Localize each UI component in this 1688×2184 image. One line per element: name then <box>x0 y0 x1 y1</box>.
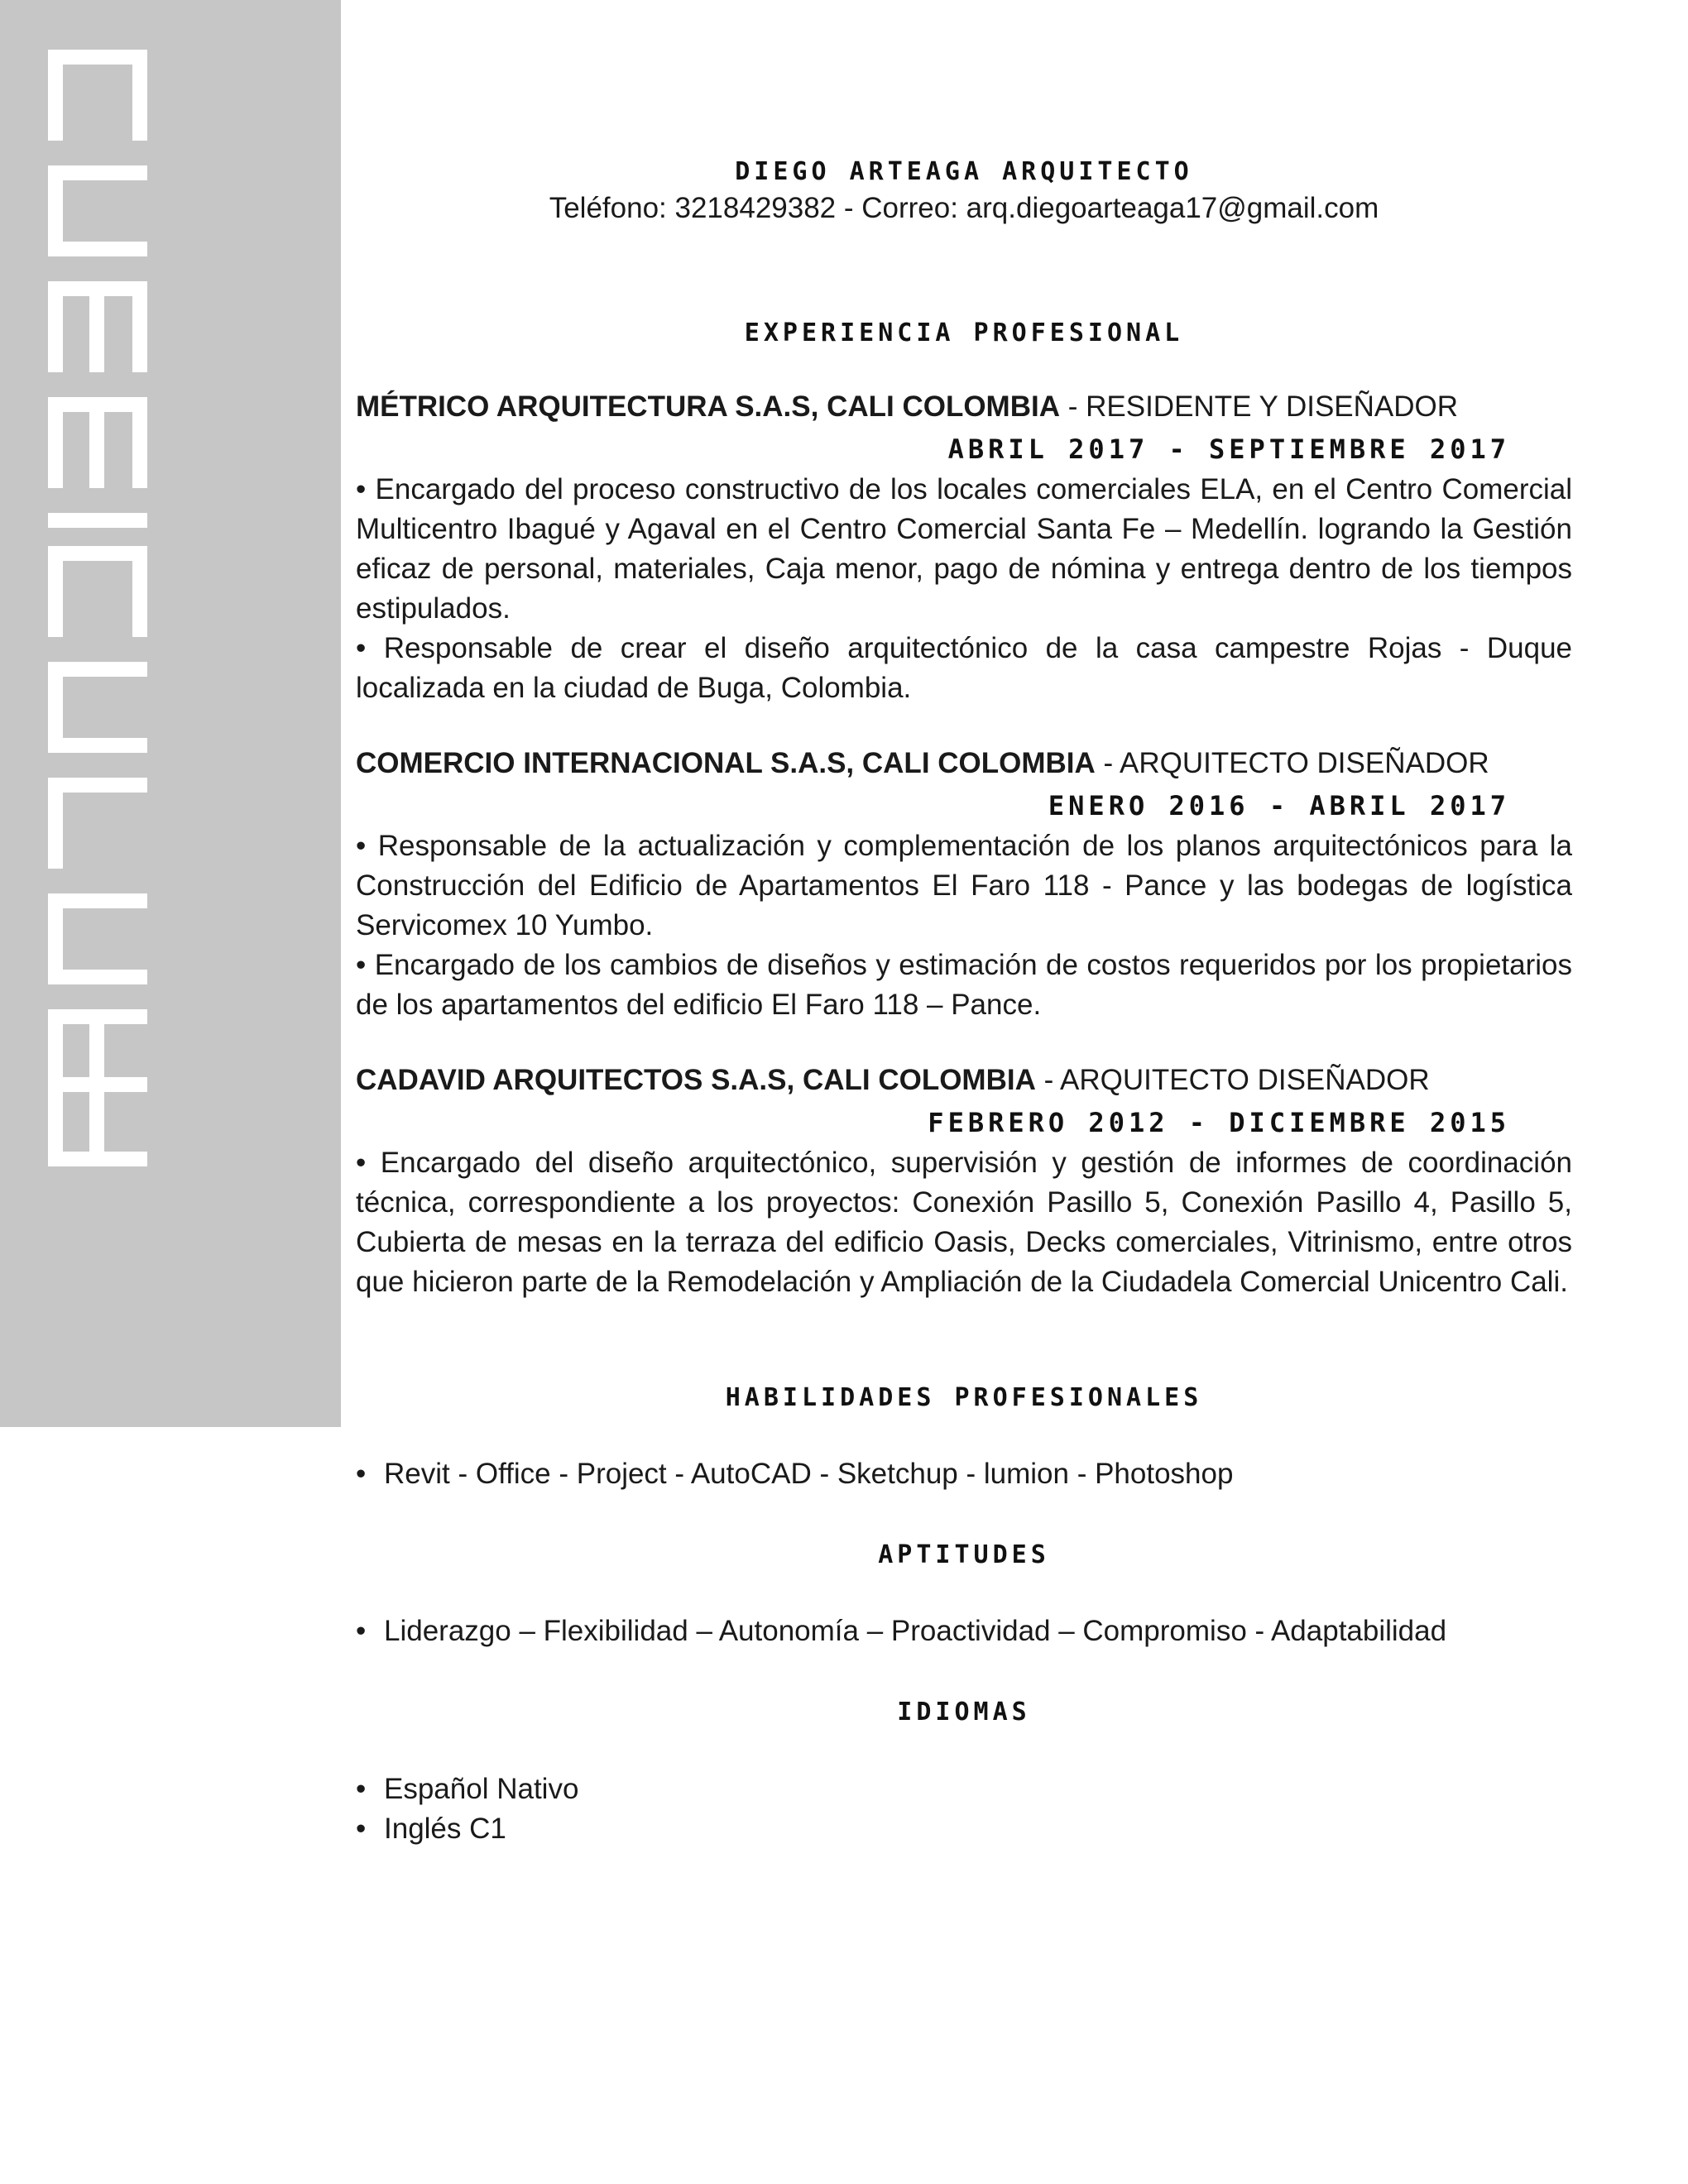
curriculum-letters <box>48 50 147 1175</box>
resume-body <box>356 0 1572 2184</box>
sidebar-band <box>0 0 341 1427</box>
bullet-glyph: • <box>356 1773 367 1805</box>
aptitudes-item <box>356 1615 1446 1648</box>
bullet-glyph: • <box>356 1458 367 1490</box>
job-title-2 <box>356 747 1489 780</box>
job-3-bullet-1: • Encargado del diseño arquitectónico, supervisión y gestión de informes de coordinación técnica, correspondiente a los proyectos: Conexión Pasillo 5, Conexión Pasillo 4, Pasillo 5, Cubierta de mesas en la terraza del edificio Oasis, Decks comerciales, Vitrinismo, entre otros que hicieron parte de la Remodelación y Ampliación de la Ciudadela Comercial Unicentro Cali. <box>356 1147 1572 1298</box>
job-role-1: - RESIDENTE Y DISEÑADOR <box>1060 390 1459 423</box>
languages-heading: IDIOMAS <box>897 1698 1031 1727</box>
language-text-1: Español Nativo <box>384 1773 579 1805</box>
job-dates-2: ENERO 2016 - ABRIL 2017 <box>1048 790 1510 821</box>
language-item-1 <box>356 1773 578 1806</box>
job-company-3: CADAVID ARQUITECTOS S.A.S, CALI COLOMBIA <box>356 1064 1036 1096</box>
aptitudes-heading: APTITUDES <box>878 1540 1050 1569</box>
job-role-2: - ARQUITECTO DISEÑADOR <box>1095 747 1489 779</box>
job-1-bullet-2: • Responsable de crear el diseño arquitectónico de la casa campestre Rojas - Duque localizada en la ciudad de Buga, Colombia. <box>356 632 1572 704</box>
job-dates-3: FEBRERO 2012 - DICIEMBRE 2015 <box>928 1107 1510 1138</box>
job-role-3: - ARQUITECTO DISEÑADOR <box>1035 1064 1430 1096</box>
candidate-name: DIEGO ARTEAGA ARQUITECTO <box>735 157 1193 186</box>
skills-item <box>356 1458 1233 1491</box>
job-1-bullet-1: • Encargado del proceso constructivo de los locales comerciales ELA, en el Centro Comercial Multicentro Ibagué y Agaval en el Centro Comercial Santa Fe – Medellín. logrando la Gestión eficaz de personal, materiales, Caja menor, pago de nómina y entrega dentro de los tiempos estipulados. <box>356 473 1572 625</box>
job-2-bullet-2: • Encargado de los cambios de diseños y estimación de costos requeridos por los propietarios de los apartamentos del edificio El Faro 118 – Pance. <box>356 949 1572 1021</box>
skills-heading: HABILIDADES PROFESIONALES <box>725 1383 1203 1412</box>
experience-heading: EXPERIENCIA PROFESIONAL <box>744 318 1184 347</box>
contact-line: Teléfono: 3218429382 - Correo: arq.diegoarteaga17@gmail.com <box>549 192 1379 224</box>
bullet-glyph: • <box>356 1813 367 1845</box>
job-2-bullet-1: • Responsable de la actualización y complementación de los planos arquitectónicos para la Construcción del Edificio de Apartamentos El Faro 118 - Pance y las bodegas de logística Servicomex 10 Yumbo. <box>356 830 1572 941</box>
aptitudes-text: Liderazgo – Flexibilidad – Autonomía – Proactividad – Compromiso - Adaptabilidad <box>384 1615 1447 1647</box>
job-company-1: MÉTRICO ARQUITECTURA S.A.S, CALI COLOMBIA <box>356 390 1060 423</box>
skills-text: Revit - Office - Project - AutoCAD - Sketchup - lumion - Photoshop <box>384 1458 1234 1490</box>
job-title-1 <box>356 390 1458 424</box>
language-text-2: Inglés C1 <box>384 1813 506 1845</box>
job-dates-1: ABRIL 2017 - SEPTIEMBRE 2017 <box>947 433 1510 465</box>
bullet-glyph: • <box>356 1615 367 1647</box>
job-title-3 <box>356 1064 1430 1097</box>
curriculum-vertical-title <box>48 50 147 1175</box>
language-item-2 <box>356 1813 506 1846</box>
job-company-2: COMERCIO INTERNACIONAL S.A.S, CALI COLOMBIA <box>356 747 1096 779</box>
